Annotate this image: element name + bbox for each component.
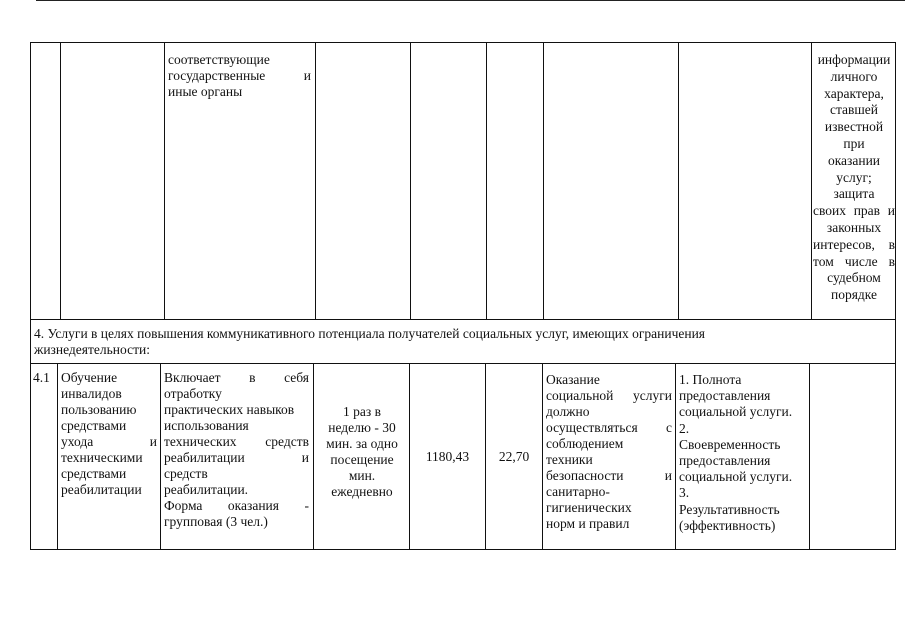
text-line: Оказание: [546, 372, 600, 387]
text-line: иные органы: [168, 84, 243, 99]
text-line: жизнедеятельности:: [34, 342, 150, 357]
page-top-border: [36, 0, 905, 1]
text-line: предоставления: [679, 388, 771, 404]
text-line: защита: [833, 186, 875, 202]
col-line: [410, 42, 411, 320]
cell-conditions: [546, 372, 672, 532]
text-line: инвалидов: [61, 386, 122, 401]
text-line: использования: [164, 418, 249, 433]
text-line: мин.: [348, 468, 376, 483]
text-line: неделю - 30: [328, 420, 396, 435]
text-line: посещение: [330, 452, 394, 467]
col-line: [57, 363, 58, 550]
text-line: гигиенических: [546, 500, 632, 515]
text-line: услуг;: [836, 169, 872, 185]
text-line: характера,: [824, 85, 884, 101]
text-line: практических навыков: [164, 402, 295, 417]
text-line: должно: [546, 404, 590, 419]
text-line: реабилитации.: [164, 482, 249, 497]
text-line: мин. за одно: [326, 436, 398, 451]
col-line: [811, 42, 812, 320]
text-line: социальной услуги.: [679, 469, 793, 485]
text-line: пользованию: [61, 402, 137, 417]
col-line: [486, 42, 487, 320]
text-line: своих прав и: [813, 203, 895, 219]
text-line: судебном: [827, 270, 881, 286]
cell-value: 22,70: [498, 449, 530, 464]
col-line: [313, 363, 314, 550]
text-line: Результативность: [679, 501, 780, 517]
text-line: 4. Услуги в целях повышения коммуникативного потенциала получателей социальных услуг, имеющих ограничения: [34, 326, 706, 341]
text-line: 2.: [679, 420, 690, 436]
text-line: государственные и: [168, 68, 311, 83]
table-top-line: [30, 42, 896, 43]
col-line: [809, 363, 810, 550]
row-number: 4.1: [33, 370, 50, 385]
text-line: 1 раз в: [343, 404, 381, 419]
text-line: ежедневно: [331, 484, 393, 499]
text-line: техническими: [61, 450, 143, 465]
text-line: личного: [830, 68, 878, 84]
text-line: социальной услуги.: [679, 404, 793, 420]
text-line: реабилитации: [61, 482, 142, 497]
col-line: [678, 42, 679, 320]
text-line: безопасности и: [546, 468, 672, 483]
text-line: известной: [824, 119, 884, 135]
text-line: Форма оказания -: [164, 498, 309, 513]
text-line: Обучение: [61, 370, 118, 385]
text-line: реабилитации и: [164, 450, 309, 465]
col-line: [543, 42, 544, 320]
cell-price: 1180,43: [425, 449, 470, 464]
text-line: Включает в себя: [164, 370, 309, 385]
col-line: [675, 363, 676, 550]
text-line: групповая (3 чел.): [164, 514, 268, 529]
col-line: [60, 42, 61, 320]
text-line: осуществляться с: [546, 420, 672, 435]
text-line: средствами: [61, 418, 127, 433]
cell-frequency: [316, 404, 408, 500]
text-line: ставшей: [829, 102, 879, 118]
col-line: [164, 42, 165, 320]
section-4-heading: [34, 326, 892, 358]
text-line: при: [843, 135, 865, 151]
text-line: техники: [546, 452, 593, 467]
text-line: технических средств: [164, 434, 309, 449]
col-line: [315, 42, 316, 320]
text-line: предоставления: [679, 453, 771, 469]
text-line: 3.: [679, 485, 690, 501]
text-line: оказании: [827, 152, 881, 168]
col-line: [160, 363, 161, 550]
row-separator-1: [30, 319, 896, 320]
text-line: информации: [817, 52, 891, 67]
col-line: [542, 363, 543, 550]
cell-quality-indicators: [679, 372, 809, 534]
text-line: 1. Полнота: [679, 372, 742, 387]
cell-authorities: [168, 52, 311, 100]
table-border-right: [895, 42, 896, 550]
cell-service-name: [61, 370, 157, 498]
text-line: законных: [826, 219, 882, 235]
text-line: средствами: [61, 466, 127, 481]
cell-privacy-protection: [813, 52, 895, 304]
text-line: норм и правил: [546, 516, 630, 531]
table-border-left: [30, 42, 31, 550]
text-line: (эффективность): [679, 517, 776, 533]
text-line: социальной услуги: [546, 388, 672, 403]
text-line: ухода и: [61, 434, 157, 449]
text-line: соблюдением: [546, 436, 624, 451]
text-line: соответствующие: [168, 52, 270, 67]
cell-service-description: [164, 370, 309, 530]
text-line: порядке: [830, 287, 878, 303]
text-line: интересов, в: [813, 236, 895, 252]
text-line: средств: [164, 466, 208, 481]
text-line: Своевременность: [679, 436, 781, 452]
text-line: том числе в: [813, 253, 895, 269]
text-line: санитарно-: [546, 484, 610, 499]
text-line: отработку: [164, 386, 222, 401]
